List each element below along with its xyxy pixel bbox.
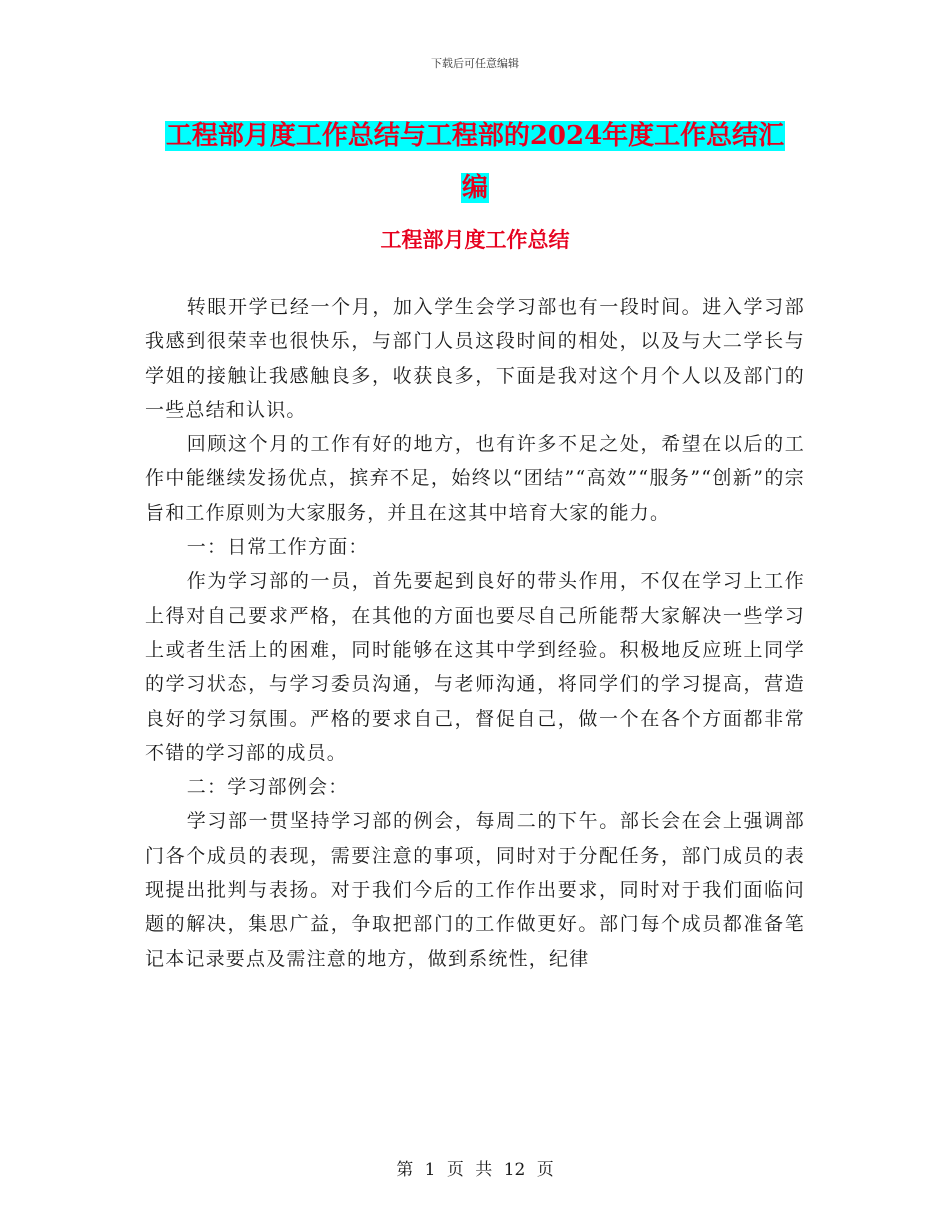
page-header-note: 下载后可任意编辑 xyxy=(431,57,519,70)
document-title-line-1: 工程部月度工作总结与工程部的2024年度工作总结汇 xyxy=(165,121,785,151)
subheading-weekly-meeting: 二：学习部例会： xyxy=(186,776,349,799)
paragraph-intro: 转眼开学已经一个月，加入学生会学习部也有一段时间。进入学习部我感到很荣幸也很快乐，与部门人员这段时间的相处，以及与大二学长与学姐的接触让我感触良多，收获良多，下面是我对这个月个人以及部门的一些总结和认识。 xyxy=(145,296,805,421)
section-title: 工程部月度工作总结 xyxy=(380,227,570,252)
document-title xyxy=(145,110,805,214)
paragraph-review: 回顾这个月的工作有好的地方，也有许多不足之处，希望在以后的工作中能继续发扬优点，摈弃不足，始终以“团结”“高效”“服务”“创新”的宗旨和工作原则为大家服务，并且在这其中培育大家的能力。 xyxy=(145,433,805,524)
subheading-daily-work: 一：日常工作方面： xyxy=(186,536,369,559)
document-title-line-2: 编 xyxy=(461,173,488,203)
paragraph-daily-work: 作为学习部的一员，首先要起到良好的带头作用，不仅在学习上工作上得对自己要求严格，在其他的方面也要尽自己所能帮大家解决一些学习上或者生活上的困难，同时能够在这其中学到经验。积极地反应班上同学的学习状态，与学习委员沟通，与老师沟通，将同学们的学习提高，营造良好的学习氛围。严格的要求自己，督促自己，做一个在各个方面都非常不错的学习部的成员。 xyxy=(145,570,805,764)
page-footer-indicator: 第 1 页 共 12 页 xyxy=(396,1160,554,1180)
document-body xyxy=(145,290,805,976)
paragraph-weekly-meeting: 学习部一贯坚持学习部的例会，每周二的下午。部长会在会上强调部门各个成员的表现，需要注意的事项，同时对于分配任务，部门成员的表现提出批判与表扬。对于我们今后的工作作出要求，同时对于我们面临问题的解决，集思广益，争取把部门的工作做更好。部门每个成员都准备笔记本记录要点及需注意的地方，做到系统性，纪律 xyxy=(145,810,805,970)
